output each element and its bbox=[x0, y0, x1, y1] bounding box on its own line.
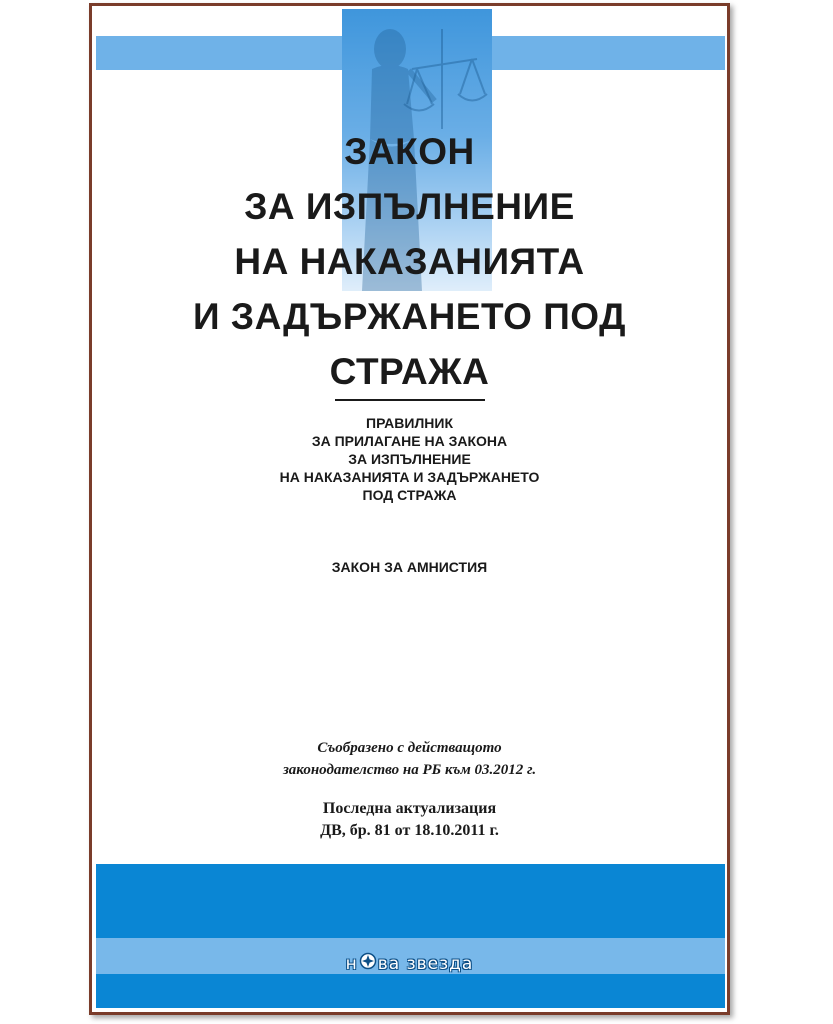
title-line: ЗАКОН bbox=[344, 131, 475, 172]
title-line: ЗА ИЗПЪЛНЕНИЕ bbox=[244, 186, 575, 227]
book-cover bbox=[89, 3, 730, 1015]
regulation-line: ЗА ПРИЛАГАНЕ НА ЗАКОНА bbox=[311, 433, 508, 449]
conformity-line: Съобразено с действащото bbox=[317, 740, 502, 756]
regulation-line: ПОД СТРАЖА bbox=[362, 487, 457, 503]
amnesty-law-title: ЗАКОН ЗА АМНИСТИЯ bbox=[331, 559, 488, 575]
last-update-note bbox=[92, 798, 727, 842]
conformity-line: законодателство на РБ към 03.2012 г. bbox=[282, 762, 537, 778]
regulation-line: НА НАКАЗАНИЯТА И ЗАДЪРЖАНЕТО bbox=[279, 469, 540, 485]
conformity-note bbox=[92, 737, 727, 781]
publisher-logo bbox=[92, 952, 727, 975]
update-line: ДВ, бр. 81 от 18.10.2011 г. bbox=[320, 822, 499, 839]
star-icon bbox=[359, 952, 377, 975]
publisher-name-part: ва звезда bbox=[377, 953, 474, 974]
update-line: Последна актуализация bbox=[322, 800, 497, 817]
title-line: И ЗАДЪРЖАНЕТО ПОД bbox=[193, 296, 626, 337]
regulation-line: ЗА ИЗПЪЛНЕНИЕ bbox=[348, 451, 471, 467]
title-line: НА НАКАЗАНИЯТА bbox=[234, 241, 585, 282]
publisher-name-part: н bbox=[345, 953, 358, 974]
bottom-band-dark bbox=[96, 974, 725, 1008]
title-underline bbox=[335, 399, 485, 401]
bottom-band-dark bbox=[96, 864, 725, 938]
regulation-line: ПРАВИЛНИК bbox=[366, 415, 453, 431]
main-title bbox=[92, 124, 727, 401]
title-line: СТРАЖА bbox=[329, 351, 490, 392]
regulation-subtitle bbox=[92, 414, 727, 504]
